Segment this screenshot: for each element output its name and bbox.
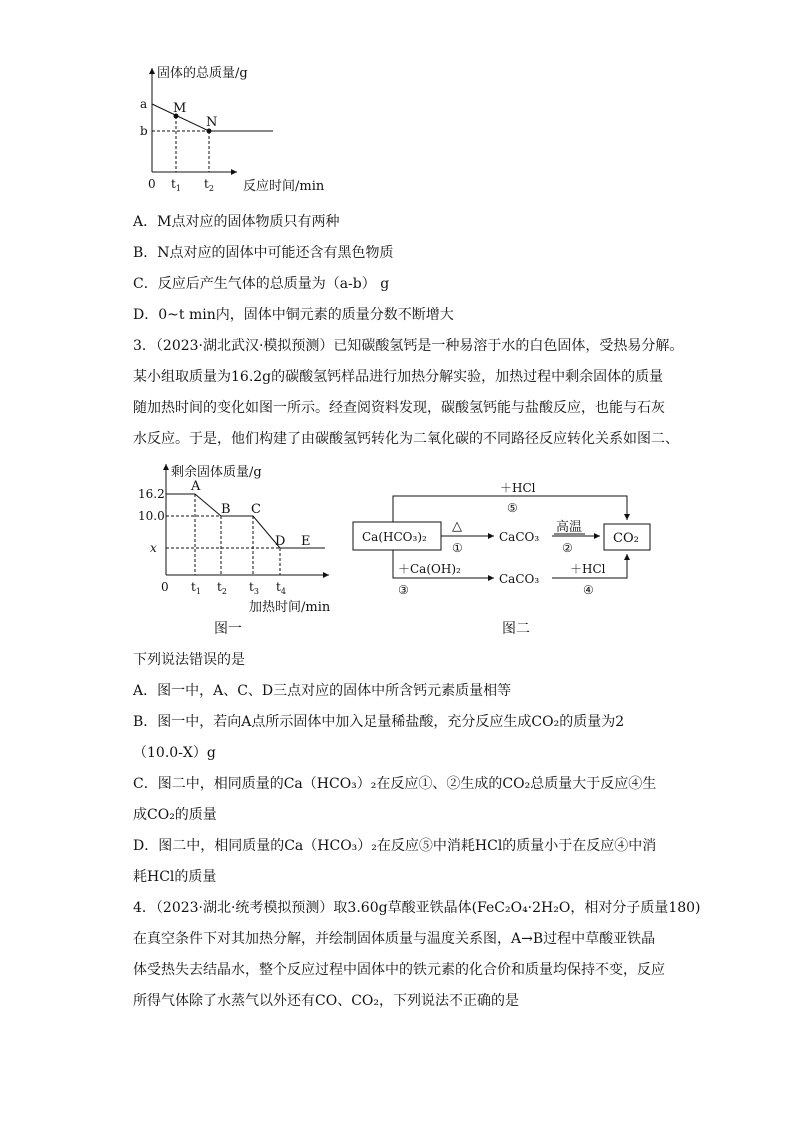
q3-option-d-line-2: 耗HCl的质量 bbox=[133, 869, 217, 885]
q3-question: 下列说法错误的是 bbox=[133, 652, 245, 668]
figure-1-caption: 图一 bbox=[214, 621, 242, 637]
y-tick-a: a bbox=[140, 97, 148, 111]
q3-option-d-line-1: D．图二中，相同质量的Ca（HCO₃）₂在反应⑤中消耗HCl的质量小于在反应④中消 bbox=[133, 838, 657, 854]
x-tick-t3: $t_3$ bbox=[249, 580, 259, 596]
path-2-condition: 高温 bbox=[556, 520, 583, 535]
path-5-reagent: ＋HCl bbox=[500, 481, 536, 495]
point-n-label: N bbox=[206, 115, 218, 130]
y-tick-b: b bbox=[140, 124, 148, 138]
point-e-label: E bbox=[301, 534, 311, 549]
path-4-number: ④ bbox=[583, 583, 594, 597]
path-4-reagent: ＋HCl bbox=[570, 562, 606, 576]
x-tick-t1: $t_1$ bbox=[171, 177, 181, 193]
origin-label: 0 bbox=[148, 177, 156, 191]
q3-option-c-line-1: C．图二中，相同质量的Ca（HCO₃）₂在反应①、②生成的CO₂总质量大于反应④生 bbox=[133, 776, 657, 792]
end-formula: CO₂ bbox=[613, 531, 639, 546]
q3-option-b-line-2: （10.0-X）g bbox=[133, 745, 216, 761]
point-m-label: M bbox=[173, 101, 187, 116]
path-1-number: ① bbox=[452, 541, 463, 555]
q4-line-2: 在真空条件下对其加热分解，并绘制固体质量与温度关系图，A→B过程中草酸亚铁晶 bbox=[133, 931, 656, 947]
q3-stem-line-2: 某小组取质量为16.2g的碳酸氢钙样品进行加热分解实验，加热过程中剩余固体的质量 bbox=[133, 369, 664, 385]
point-b-label: B bbox=[221, 502, 231, 517]
q4-line-1: 4．（2023·湖北·统考模拟预测）取3.60g草酸亚铁晶体(FeC₂O₄·2H₂O，相对分子质量180) bbox=[133, 900, 701, 916]
x-axis-label: 反应时间/min bbox=[243, 179, 325, 194]
y-tick-16-2: 16.2 bbox=[138, 487, 165, 501]
x-tick-t4: $t_4$ bbox=[276, 580, 286, 596]
x-tick-t2: $t_2$ bbox=[217, 580, 227, 596]
point-c-label: C bbox=[251, 502, 261, 517]
path-3-reagent: ＋Ca(OH)₂ bbox=[398, 562, 461, 576]
x-tick-t1: $t_1$ bbox=[191, 580, 201, 596]
x-axis-label: 加热时间/min bbox=[249, 600, 331, 615]
path-2-number: ② bbox=[562, 541, 573, 555]
q3-stem-line-4: 水反应。于是，他们构建了由碳酸氢钙转化为二氧化碳的不同路径反应转化关系如图二、 bbox=[133, 431, 679, 447]
mass-time-chart-1 bbox=[125, 60, 345, 200]
origin-label: 0 bbox=[161, 580, 169, 594]
mass-time-chart-2 bbox=[133, 458, 348, 618]
y-tick-x: x bbox=[150, 541, 157, 555]
caco3-top: CaCO₃ bbox=[499, 530, 540, 544]
start-formula: Ca(HCO₃)₂ bbox=[362, 530, 427, 544]
y-tick-10-0: 10.0 bbox=[138, 509, 165, 523]
point-a-label: A bbox=[191, 479, 201, 494]
caco3-bottom: CaCO₃ bbox=[499, 572, 540, 586]
q2-option-c: C．反应后产生气体的总质量为（a-b） g bbox=[133, 276, 390, 292]
q3-stem-line-3: 随加热时间的变化如图一所示。经查阅资料发现，碳酸氢钙能与盐酸反应，也能与石灰 bbox=[133, 400, 665, 416]
q2-option-d: D．0~t min内，固体中铜元素的质量分数不断增大 bbox=[133, 307, 454, 323]
q3-option-b-line-1: B．图一中，若向A点所示固体中加入足量稀盐酸，充分反应生成CO₂的质量为2 bbox=[133, 714, 625, 730]
q3-stem-line-1: 3．（2023·湖北武汉·模拟预测）已知碳酸氢钙是一种易溶于水的白色固体，受热易分解。 bbox=[133, 338, 684, 354]
figure-2-caption: 图二 bbox=[502, 621, 530, 637]
path-1-condition: △ bbox=[452, 519, 462, 534]
path-5-number: ⑤ bbox=[507, 501, 518, 515]
path-3-number: ③ bbox=[398, 583, 409, 597]
q3-option-c-line-2: 成CO₂的质量 bbox=[133, 807, 217, 823]
x-tick-t2: $t_2$ bbox=[204, 177, 214, 193]
q2-option-b: B．N点对应的固体中可能还含有黑色物质 bbox=[133, 245, 394, 261]
q3-option-a: A．图一中，A、C、D三点对应的固体中所含钙元素质量相等 bbox=[133, 683, 512, 699]
q2-option-a: A．M点对应的固体物质只有两种 bbox=[133, 214, 340, 230]
reaction-pathway-diagram bbox=[345, 470, 670, 620]
y-axis-label: 剩余固体质量/g bbox=[171, 465, 262, 480]
point-d-label: D bbox=[275, 534, 286, 549]
segment-a-b bbox=[195, 494, 221, 516]
y-axis-label: 固体的总质量/g bbox=[157, 66, 248, 81]
q4-line-4: 所得气体除了水蒸气以外还有CO、CO₂，下列说法不正确的是 bbox=[133, 993, 519, 1009]
q4-line-3: 体受热失去结晶水，整个反应过程中固体中的铁元素的化合价和质量均保持不变，反应 bbox=[133, 962, 665, 978]
